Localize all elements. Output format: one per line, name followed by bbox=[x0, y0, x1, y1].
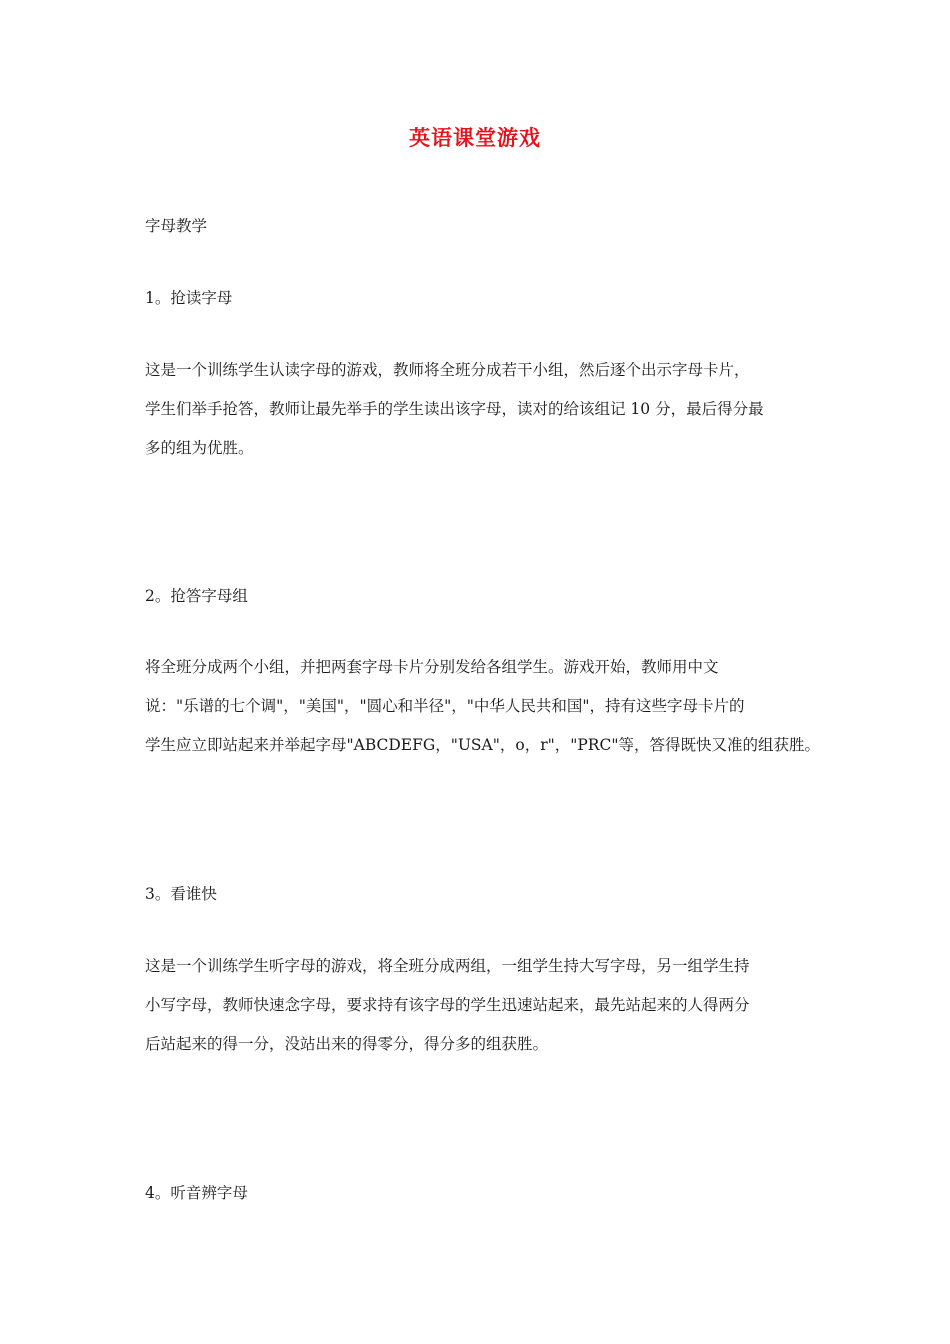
paragraph-line: 后站起来的得一分，没站出来的得零分，得分多的组获胜。 bbox=[145, 1035, 549, 1053]
item-paragraph-1 bbox=[145, 351, 825, 468]
paragraph-line: 说："乐谱的七个调"，"美国"，"圆心和半径"，"中华人民共和国"，持有这些字母卡片的 bbox=[145, 697, 745, 715]
item-heading-1: 1。抢读字母 bbox=[145, 289, 233, 307]
paragraph-line: 小写字母，教师快速念字母，要求持有该字母的学生迅速站起来，最先站起来的人得两分 bbox=[145, 996, 750, 1014]
item-heading-3: 3。看谁快 bbox=[145, 885, 217, 903]
paragraph-line: 学生们举手抢答，教师让最先举手的学生读出该字母，读对的给该组记 10 分，最后得分最 bbox=[145, 400, 764, 418]
item-heading-4: 4。听音辨字母 bbox=[145, 1184, 248, 1202]
paragraph-line: 这是一个训练学生认读字母的游戏，教师将全班分成若干小组，然后逐个出示字母卡片， bbox=[145, 361, 750, 379]
paragraph-line: 这是一个训练学生听字母的游戏，将全班分成两组，一组学生持大写字母，另一组学生持 bbox=[145, 957, 750, 975]
paragraph-line: 学生应立即站起来并举起字母"ABCDEFG，"USA"，o，r"，"PRC"等，答得既快又准的组获胜。 bbox=[145, 736, 820, 754]
item-heading-2: 2。抢答字母组 bbox=[145, 587, 248, 605]
paragraph-line: 多的组为优胜。 bbox=[145, 439, 254, 457]
section-heading: 字母教学 bbox=[145, 217, 208, 235]
item-paragraph-2 bbox=[145, 648, 825, 765]
document-title: 英语课堂游戏 bbox=[409, 125, 541, 150]
paragraph-line: 将全班分成两个小组，并把两套字母卡片分别发给各组学生。游戏开始，教师用中文 bbox=[145, 658, 719, 676]
item-paragraph-3 bbox=[145, 947, 825, 1064]
